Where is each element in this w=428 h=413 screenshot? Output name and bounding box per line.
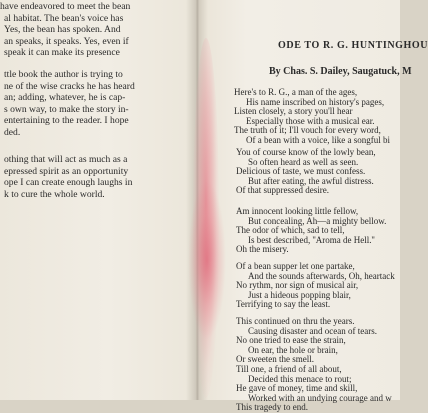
poem-line: Decided this menace to rout;	[248, 373, 352, 384]
poem-line: Is best described, ''Aroma de Hell.''	[248, 234, 375, 245]
poem-line: Especially those with a musical ear.	[246, 115, 375, 126]
poem-line: No rythm, nor sign of musical air,	[236, 280, 359, 291]
poem-line: Of a bean with a voice, like a songful bi	[246, 134, 390, 145]
poem-line: Listen closely, a story you'll hear	[234, 106, 353, 117]
poem-line: But after eating, the awful distress.	[248, 175, 374, 186]
text-line: speak it can make its presence	[4, 47, 120, 59]
stanza	[236, 365, 392, 413]
poem-line: Till one, a friend of all about,	[236, 364, 342, 374]
poem-line: And the sounds afterwards, Oh, heartack	[248, 270, 395, 281]
poem-line: Terrifying to say the least.	[236, 299, 331, 310]
poem-line: Of that suppressed desire.	[236, 185, 329, 196]
poem-line: This continued on thru the years.	[236, 316, 355, 326]
text-line: k to cure the whole world.	[4, 188, 105, 200]
text-line: have endeavored to meet the bean	[0, 1, 131, 12]
text-line: s own way, to make the story in-	[4, 103, 129, 115]
stanza	[236, 207, 386, 255]
poem-line: This tragedy to end.	[236, 402, 308, 413]
poem-line: No one tried to ease the strain,	[236, 335, 346, 346]
poem-line: Causing disaster and ocean of tears.	[248, 325, 377, 336]
poem-line: His name inscribed on history's pages,	[246, 96, 385, 107]
poem-title: ODE TO R. G. HUNTINGHOU	[278, 40, 428, 51]
left-page	[0, 0, 196, 400]
poem-line: The truth of it; I'll vouch for every word,	[234, 125, 381, 136]
text-line: an; adding, whatever, he is cap-	[4, 92, 126, 104]
poem-line: Just a hideous popping blair,	[248, 289, 351, 300]
poem-line: Oh the misery.	[236, 244, 289, 255]
text-line: Yes, the bean has spoken. And	[4, 24, 121, 36]
text-line: ne of the wise cracks he has heard	[4, 80, 135, 92]
poem-line: Or sweeten the smell.	[236, 354, 314, 365]
poem-byline: By Chas. S. Dailey, Saugatuck, M	[269, 66, 412, 77]
text-line: ttle book the author is trying to	[4, 69, 123, 80]
right-page	[196, 0, 428, 413]
poem-line: Worked with an undying courage and w	[248, 392, 392, 403]
stanza	[234, 88, 390, 146]
text-line: ded.	[4, 126, 21, 138]
text-line: epressed spirit as an opportunity	[4, 165, 129, 177]
pink-stain-core	[188, 180, 226, 340]
text-line: entertaining to the reader. I hope	[4, 115, 129, 127]
stanza	[236, 317, 377, 365]
poem-line: So often heard as well as seen.	[248, 156, 359, 167]
poem-line: He gave of money, time and skill,	[236, 383, 358, 394]
poem-line: You of course know of the lowly bean,	[236, 147, 376, 157]
poem-line: Am innocent looking little fellow,	[236, 206, 359, 216]
poem-line: Delicious of taste, we must confess.	[236, 166, 366, 177]
poem-line: But concealing, Ah—a mighty bellow.	[248, 215, 387, 226]
poem-line: Of a bean supper let one partake,	[236, 261, 355, 271]
poem-line: On ear, the hole or brain,	[248, 344, 338, 355]
poem-line: Here's to R. G., a man of the ages,	[234, 87, 358, 97]
text-line: an speaks, it speaks. Yes, even if	[4, 35, 129, 47]
stanza	[236, 148, 376, 196]
stanza	[236, 262, 395, 310]
text-line: ope I can create enough laughs in	[4, 177, 133, 189]
text-line: al habitat. The bean's voice has	[4, 12, 124, 24]
text-line: othing that will act as much as a	[4, 154, 128, 165]
poem-line: The odor of which, sad to tell,	[236, 225, 345, 236]
